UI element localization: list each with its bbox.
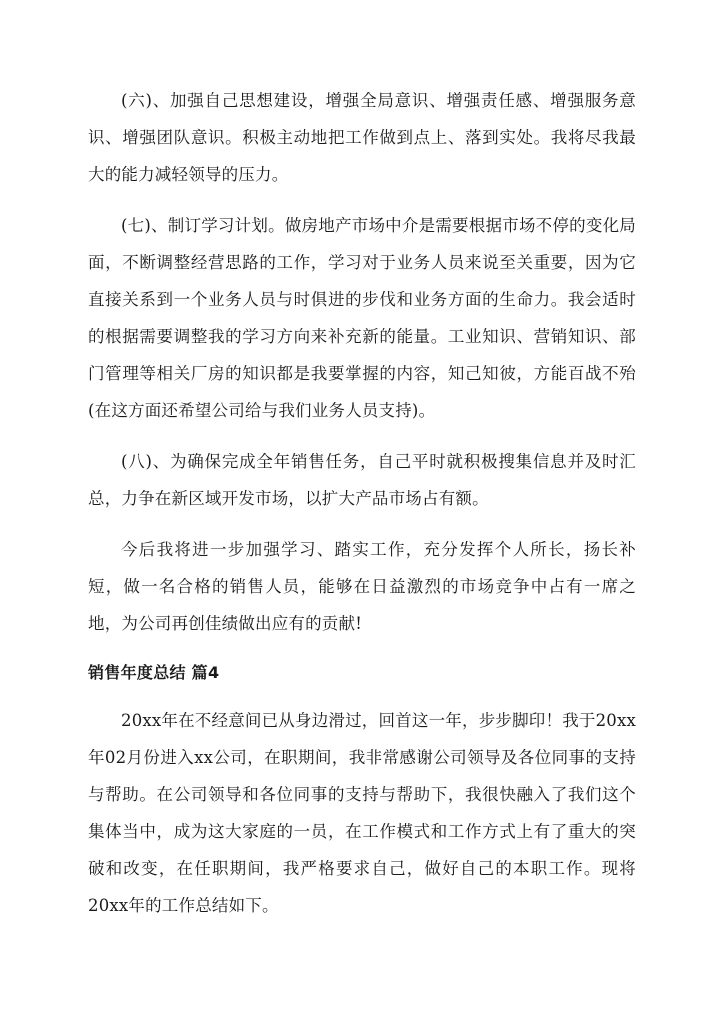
- paragraph-seven: (七)、制订学习计划。做房地产市场中介是需要根据市场不停的变化局面，不断调整经营思路的工作，学习对于业务人员来说至关重要，因为它直接关系到一个业务人员与时俱进的步伐和业务方面的生命力。我会适时的根据需要调整我的学习方向来补充新的能量。工业知识、营销知识、部门管理等相关厂房的知识都是我要掌握的内容，知己知彼，方能百战不殆(在这方面还希望公司给与我们业务人员支持)。: [88, 216, 636, 420]
- paragraph-intro-part4: 20xx年在不经意间已从身边滑过，回首这一年，步步脚印！我于20xx年02月份进入xx公司，在职期间，我非常感谢公司领导及各位同事的支持与帮助。在公司领导和各位同事的支持与帮助下，我很快融入了我们这个集体当中，成为这大家庭的一员，在工作模式和工作方式上有了重大的突破和改变，在任职期间，我严格要求自己，做好自己的本职工作。现将20xx年的工作总结如下。: [88, 711, 637, 915]
- paragraph-eight: (八)、为确保完成全年销售任务，自己平时就积极搜集信息并及时汇总，力争在新区域开发市场，以扩大产品市场占有额。: [88, 452, 636, 508]
- paragraph-conclusion: 今后我将进一步加强学习、踏实工作，充分发挥个人所长，扬长补短，做一名合格的销售人员，能够在日益激烈的市场竞争中占有一席之地，为公司再创佳绩做出应有的贡献!: [88, 540, 636, 633]
- document-body: [88, 82, 636, 938]
- paragraph-six: (六)、加强自己思想建设，增强全局意识、增强责任感、增强服务意识、增强团队意识。积极主动地把工作做到点上、落到实处。我将尽我最大的能力减轻领导的压力。: [88, 91, 636, 184]
- section-heading: 销售年度总结 篇4: [88, 663, 220, 682]
